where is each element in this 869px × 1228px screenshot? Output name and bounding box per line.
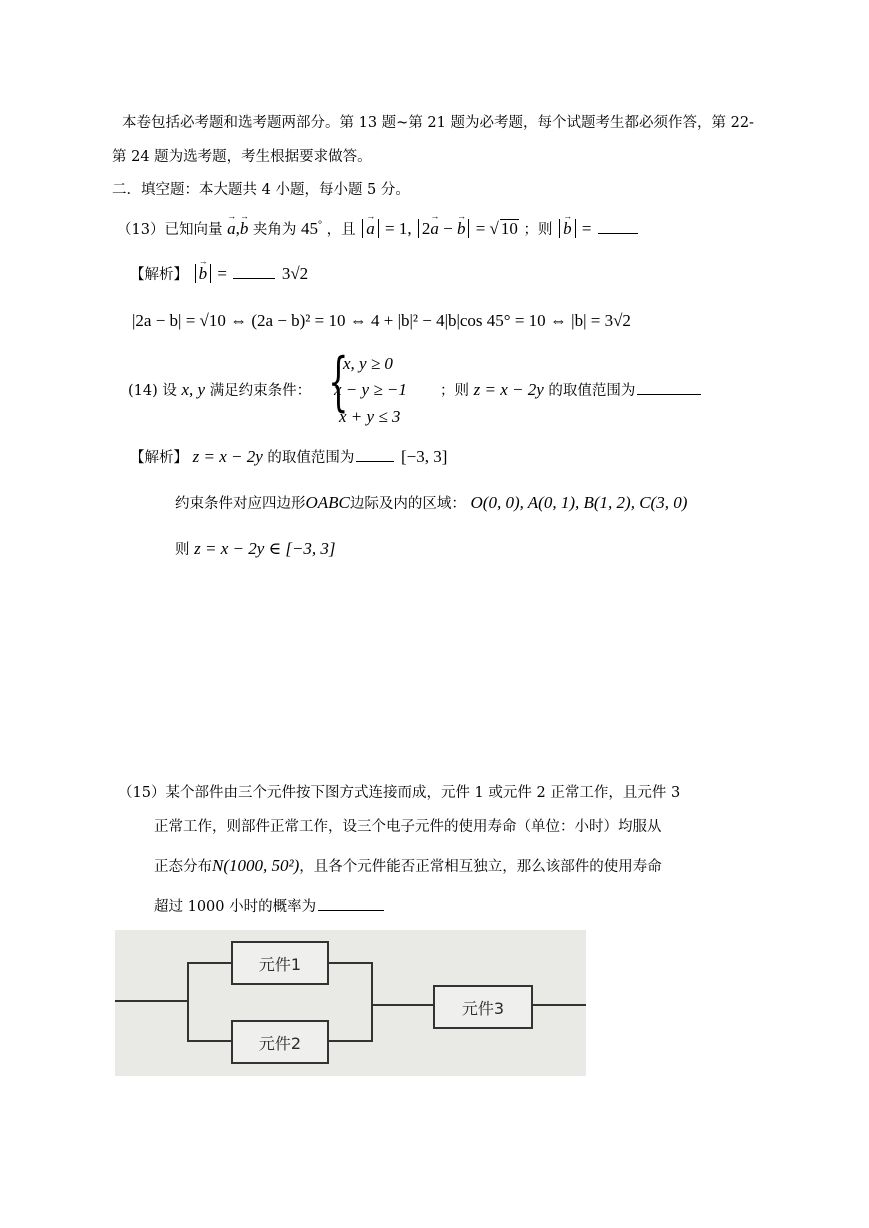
component-1-box <box>231 941 329 985</box>
q15-line-3: 正态分布N(1000, 50²)，且各个元件能否正常相互独立，那么该部件的使用寿命 <box>154 856 662 875</box>
q14-constraint-1: x, y ≥ 0 <box>343 354 393 373</box>
q14-constraint-2: x − y ≥ −1 <box>334 380 407 399</box>
q14-text-1: 设 <box>162 383 177 399</box>
q13-derivation: |2a − b| = √10 ⇔ (2a − b)² = 10 ⇔ 4 + |b|² − 4|b|cos 45° = 10 ⇔ |b| = 3√2 <box>132 311 631 330</box>
q14-answer: [−3, 3] <box>400 447 448 466</box>
q15-distribution: N(1000, 50²) <box>212 856 300 875</box>
lower-right-wire <box>327 1040 372 1042</box>
q14-answer-blank <box>637 393 701 395</box>
q13-text-3: ，且 <box>326 222 356 238</box>
q14-text-2: 满足约束条件： <box>209 383 312 399</box>
component-1-label: 元件1 <box>258 954 302 974</box>
q14-constraint-3: x + y ≤ 3 <box>339 407 401 426</box>
q13-text-4: ；则 <box>523 222 553 238</box>
q13-answer-label: 【解析】 <box>130 267 188 283</box>
intro-line-1: 本卷包括必考题和选考题两部分。第 13 题~第 21 题为必考题，每个试题考生都必须作答，第 22- <box>122 115 754 131</box>
q14-explain <box>175 494 687 512</box>
q14-number: (14) <box>128 383 158 399</box>
middle-wire <box>371 1004 433 1006</box>
q14-brace: { <box>328 345 349 419</box>
q14-answer-text: 的取值范围为 <box>267 450 355 466</box>
q15-line-4: 超过 1000 小时的概率为 <box>154 900 386 915</box>
q13-text-2: 夹角为 <box>252 222 297 238</box>
q14-answer-label: 【解析】 <box>130 450 188 466</box>
q14-conclusion <box>175 540 336 558</box>
q14-conclusion-pre: 则 <box>175 542 190 558</box>
q14-shape: OABC <box>305 493 350 512</box>
component-2-box <box>231 1020 329 1064</box>
q14-points: O(0, 0), A(0, 1), B(1, 2), C(3, 0) <box>470 493 688 512</box>
q14-explain-1: 约束条件对应四边形 <box>175 496 306 512</box>
component-3-label: 元件3 <box>461 998 505 1018</box>
q15-line-2: 正常工作，则部件正常工作，设三个电子元件的使用寿命（单位：小时）均服从 <box>154 819 662 835</box>
lower-left-wire <box>187 1040 231 1042</box>
q14-expr: z = x − 2y <box>473 380 544 399</box>
q13-answer-line: 【解析】 → b = 3√2 <box>130 265 308 283</box>
q14-answer-line: 【解析】 z = x − 2y 的取值范围为 [−3, 3] <box>130 447 448 466</box>
q13-answer: 3√2 <box>281 264 309 283</box>
q13-text-1: 已知向量 <box>164 222 223 238</box>
q15-answer-blank <box>318 909 384 911</box>
q13-question: （13）已知向量 → a,→ b 夹角为 45° ，且 → a = 1, 2→ a − → b = √ 10 ；则 → b = <box>117 219 640 238</box>
section-heading: 二．填空题：本大题共 4 小题，每小题 5 分。 <box>112 182 410 198</box>
q14-question-left <box>128 381 311 399</box>
q15-line-1: （15）某个部件由三个元件按下图方式连接而成，元件 1 或元件 2 正常工作，且元件 3 <box>118 785 681 801</box>
intro-line-2: 第 24 题为选考题，考生根据要求做答。 <box>112 149 372 165</box>
right-junction-wire <box>371 962 373 1042</box>
q15-number: （15） <box>118 785 166 801</box>
left-junction-wire <box>187 962 189 1042</box>
q14-question-right <box>440 381 703 399</box>
component-3-box <box>433 985 533 1029</box>
component-2-label: 元件2 <box>258 1033 302 1053</box>
q13-angle: 45 <box>301 219 319 238</box>
q14-vars: x, y <box>181 380 206 399</box>
q14-conclusion-expr: z = x − 2y ∈ [−3, 3] <box>194 539 336 558</box>
output-wire <box>531 1004 586 1006</box>
q13-answer-blank <box>598 232 638 234</box>
q14-text-4: 的取值范围为 <box>548 383 636 399</box>
upper-left-wire <box>187 962 231 964</box>
upper-right-wire <box>327 962 372 964</box>
circuit-diagram <box>115 930 586 1076</box>
q14-text-3: ；则 <box>440 383 469 399</box>
input-wire <box>115 1000 187 1002</box>
q14-explain-2: 边际及内的区域： <box>349 496 466 512</box>
q13-number: （13） <box>117 222 165 238</box>
